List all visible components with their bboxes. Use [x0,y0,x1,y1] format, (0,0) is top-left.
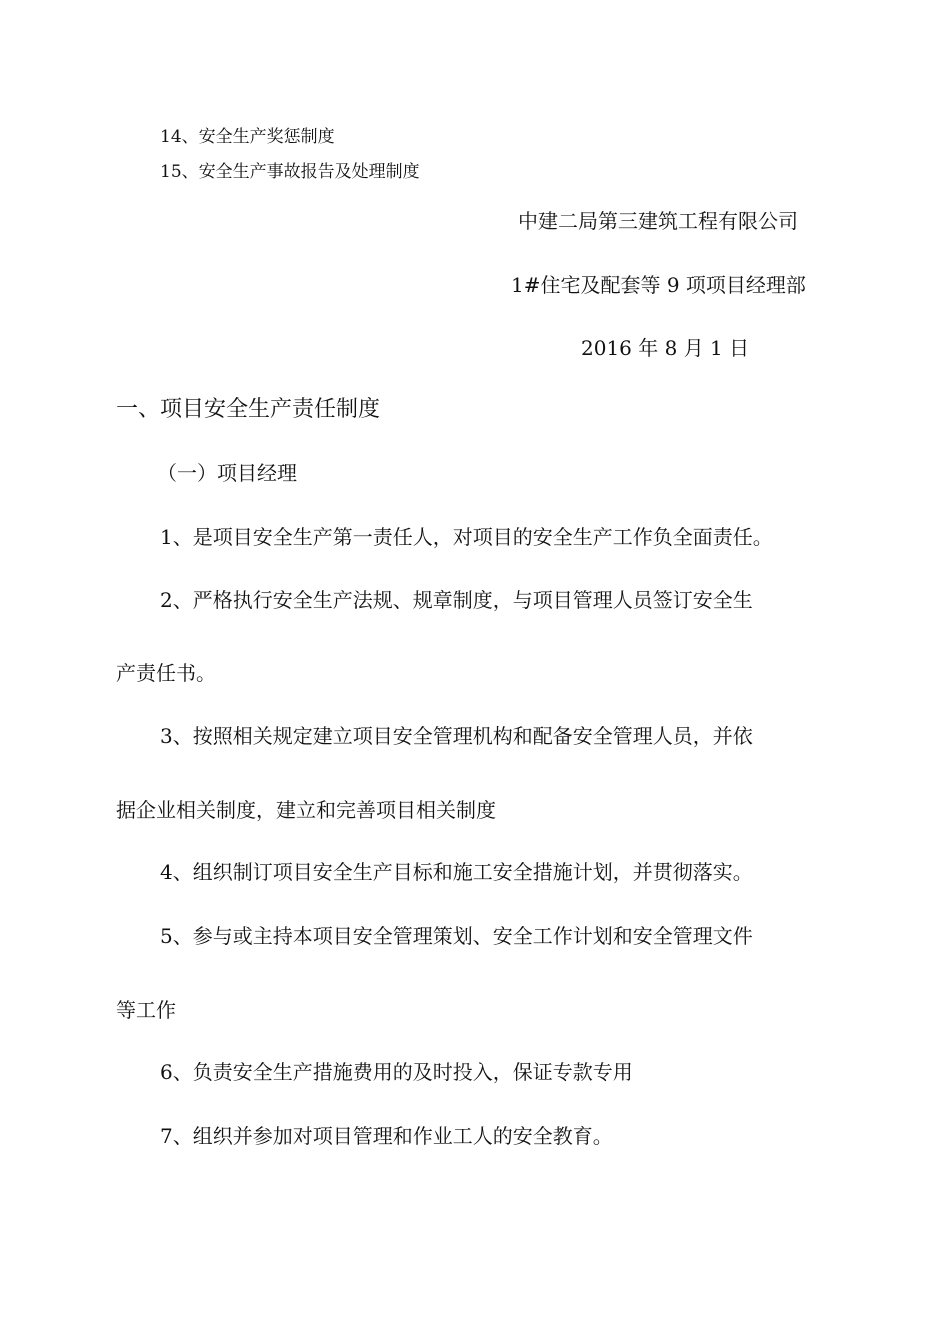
paragraph-line: 3、按照相关规定建立项目安全管理机构和配备安全管理人员，并依 [160,724,753,748]
signature-date: 2016 年 8 月 1 日 [581,336,750,360]
paragraph-line: 等工作 [116,998,176,1022]
toc-item-14: 14、安全生产奖惩制度 [160,127,335,147]
paragraph-line: 7、组织并参加对项目管理和作业工人的安全教育。 [160,1124,613,1148]
signature-department: 1#住宅及配套等 9 项项目经理部 [511,273,806,297]
subsection-title: （一）项目经理 [157,461,297,485]
paragraph-line: 2、严格执行安全生产法规、规章制度，与项目管理人员签订安全生 [160,588,753,612]
paragraph-line: 6、负责安全生产措施费用的及时投入，保证专款专用 [160,1060,633,1084]
paragraph-line: 4、组织制订项目安全生产目标和施工安全措施计划，并贯彻落实。 [160,860,753,884]
section-title: 一、项目安全生产责任制度 [116,397,381,422]
signature-company: 中建二局第三建筑工程有限公司 [518,209,798,233]
paragraph-line: 5、参与或主持本项目安全管理策划、安全工作计划和安全管理文件 [160,924,753,948]
paragraph-line: 1、是项目安全生产第一责任人，对项目的安全生产工作负全面责任。 [160,525,773,549]
toc-item-15: 15、安全生产事故报告及处理制度 [160,162,420,182]
paragraph-line: 据企业相关制度，建立和完善项目相关制度 [116,798,496,822]
paragraph-line: 产责任书。 [116,661,216,685]
